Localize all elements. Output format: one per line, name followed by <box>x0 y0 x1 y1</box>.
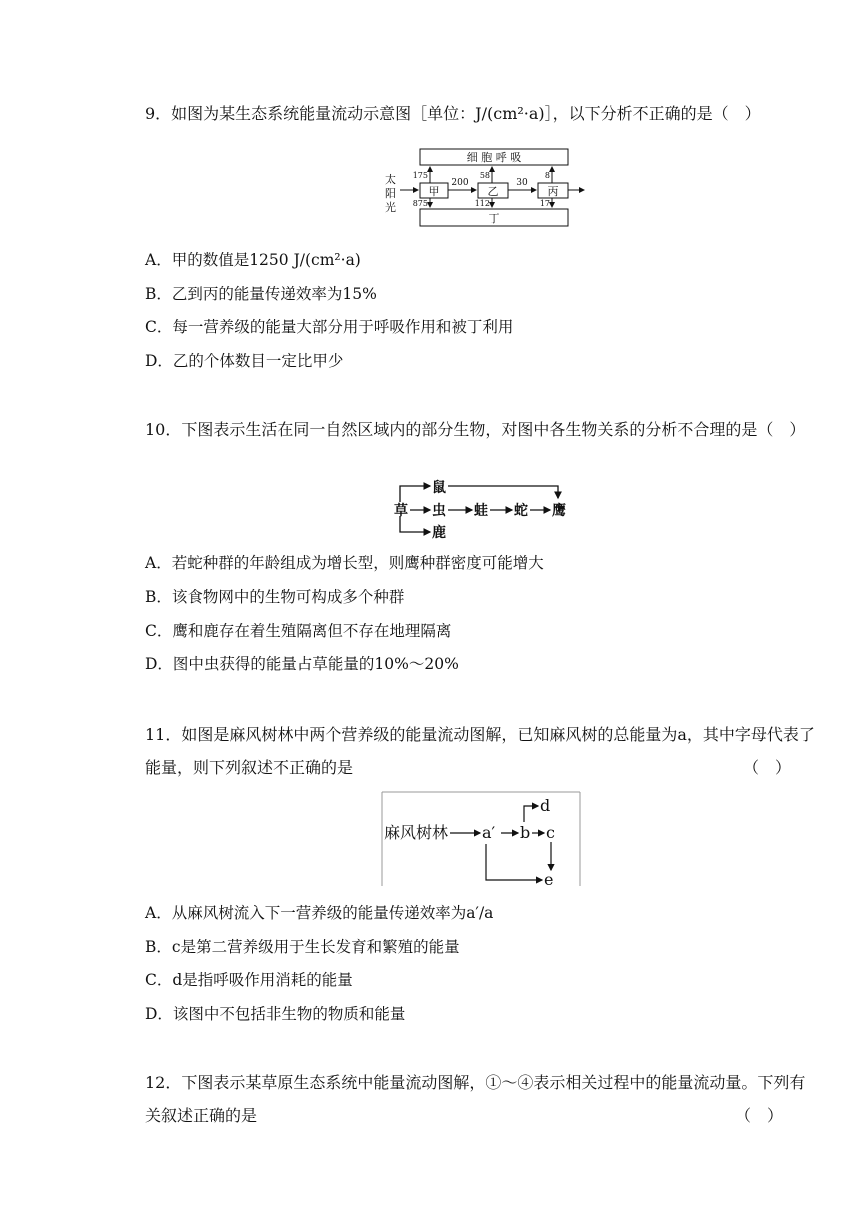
source-label: 麻风树林 <box>384 823 449 842</box>
mouse-label: 鼠 <box>432 480 446 496</box>
node-yi: 乙 <box>487 185 499 198</box>
resp-yi: 58 <box>479 171 490 180</box>
q10-option-b: B．该食物网中的生物可构成多个种群 <box>145 588 405 606</box>
q9-option-d: D．乙的个体数目一定比甲少 <box>145 352 344 370</box>
decomp-bing: 17 <box>539 199 550 208</box>
energy-flow-diagram-q11 <box>380 790 582 888</box>
q9-option-b: B．乙到丙的能量传递效率为15% <box>145 285 377 303</box>
sun-label-3: 光 <box>385 201 396 214</box>
q9-option-c: C．每一营养级的能量大部分用于呼吸作用和被丁利用 <box>145 318 514 336</box>
deer-label: 鹿 <box>432 525 446 541</box>
energy-flow-diagram-q9 <box>380 145 596 231</box>
decomposer-box-label: 丁 <box>488 212 500 225</box>
respiration-box-label: 细 胞 呼 吸 <box>466 151 522 164</box>
q11-option-b: B．c是第二营养级用于生长发育和繁殖的能量 <box>145 938 460 956</box>
flow-jia-yi: 200 <box>451 178 469 188</box>
q10-option-a: A．若蛇种群的年龄组成为增长型，则鹰种群密度可能增大 <box>145 554 544 572</box>
q10-option-d: D．图中虫获得的能量占草能量的10%～20% <box>145 655 459 673</box>
answer-paren: （ ） <box>742 758 791 777</box>
insect-label: 虫 <box>432 503 446 519</box>
label-c: c <box>546 823 555 842</box>
question-11-stem <box>145 718 817 784</box>
q10-option-c: C．鹰和鹿存在着生殖隔离但不存在地理隔离 <box>145 622 452 640</box>
label-e: e <box>544 870 554 888</box>
q11-option-c: C．d是指呼吸作用消耗的能量 <box>145 971 353 989</box>
answer-paren: （ ） <box>734 1106 783 1125</box>
snake-label: 蛇 <box>514 503 528 519</box>
node-bing: 丙 <box>547 185 559 198</box>
decomp-yi: 112 <box>474 199 490 208</box>
flow-yi-bing: 30 <box>516 178 528 188</box>
question-9-stem: 9．如图为某生态系统能量流动示意图［单位：J/(cm²·a)］，以下分析不正确的是（ ） <box>145 104 761 123</box>
decomp-jia: 875 <box>412 199 428 208</box>
node-jia: 甲 <box>428 185 440 198</box>
question-12-text: 12．下图表示某草原生态系统中能量流动图解，①～④表示相关过程中的能量流动量。下列有关叙述正确的是 <box>145 1073 806 1125</box>
grass-label: 草 <box>394 503 408 519</box>
question-12-stem <box>145 1066 817 1132</box>
q11-option-d: D．该图中不包括非生物的物质和能量 <box>145 1005 406 1023</box>
resp-bing: 8 <box>544 171 550 180</box>
frog-label: 蛙 <box>474 503 488 519</box>
question-10-stem: 10．下图表示生活在同一自然区域内的部分生物，对图中各生物关系的分析不合理的是（ ） <box>145 420 806 439</box>
sun-label-1: 太 <box>385 173 396 186</box>
food-web-diagram-q10 <box>392 474 582 542</box>
label-a-prime: a′ <box>482 823 496 842</box>
resp-jia: 175 <box>412 171 428 180</box>
sun-label-2: 阳 <box>385 187 396 200</box>
q11-option-a: A．从麻风树流入下一营养级的能量传递效率为a′/a <box>145 904 494 922</box>
question-11-text: 11．如图是麻风树林中两个营养级的能量流动图解，已知麻风树的总能量为a，其中字母代表了能量，则下列叙述不正确的是 <box>145 725 815 777</box>
eagle-label: 鹰 <box>552 503 566 519</box>
q9-option-a: A．甲的数值是1250 J/(cm²·a) <box>145 251 361 269</box>
label-b: b <box>520 823 531 842</box>
label-d: d <box>540 796 551 815</box>
